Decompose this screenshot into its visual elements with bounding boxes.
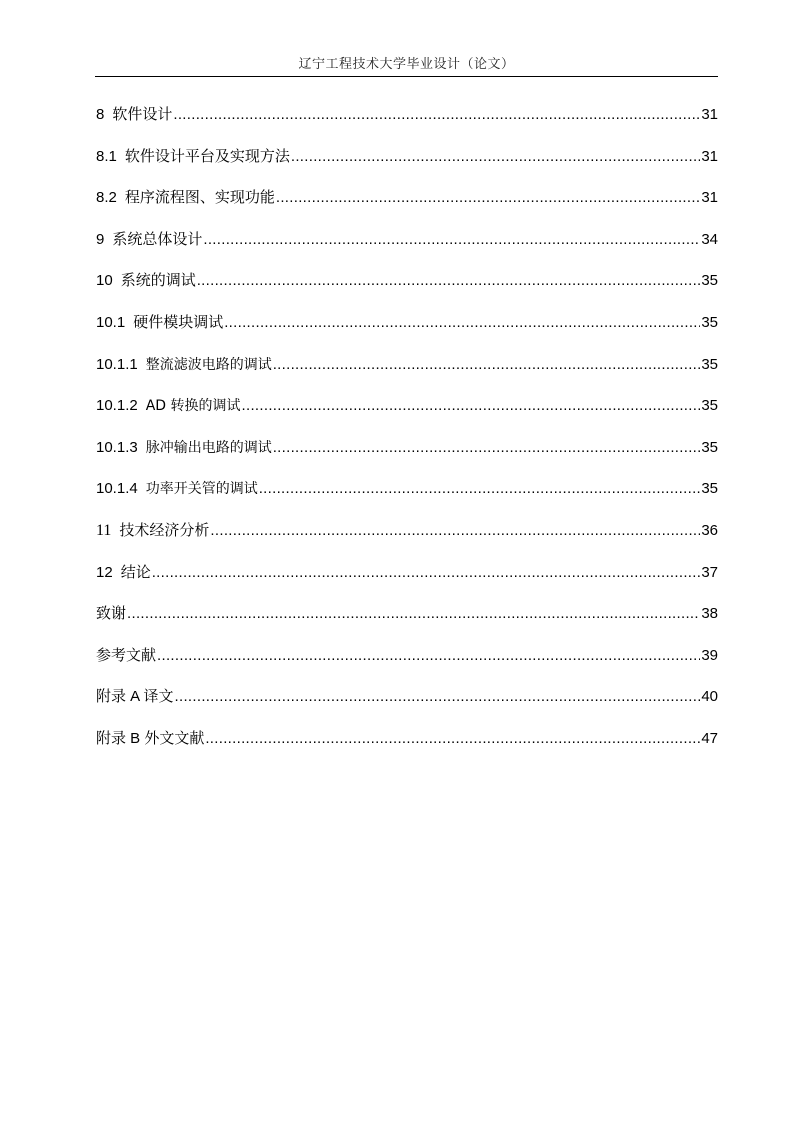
table-of-contents bbox=[96, 104, 718, 770]
toc-entry-references[interactable] bbox=[96, 645, 718, 687]
toc-entry-10[interactable] bbox=[96, 270, 718, 312]
toc-entry-page: 31 bbox=[701, 147, 718, 165]
toc-entry-page: 35 bbox=[701, 397, 718, 415]
toc-dot-leader bbox=[127, 603, 700, 625]
toc-dot-leader bbox=[224, 312, 700, 334]
toc-entry-number: 8.1 bbox=[96, 147, 117, 165]
toc-entry-title: 附录 B 外文文献 bbox=[96, 729, 205, 747]
toc-entry-appendix-a[interactable] bbox=[96, 686, 718, 728]
toc-dot-leader bbox=[273, 437, 701, 459]
toc-dot-leader bbox=[291, 146, 700, 168]
toc-dot-leader bbox=[152, 562, 701, 584]
toc-entry-8[interactable] bbox=[96, 104, 718, 146]
toc-entry-number: 10.1.1 bbox=[96, 355, 138, 373]
toc-entry-title: 结论 bbox=[120, 563, 151, 581]
toc-entry-title: 附录 A 译文 bbox=[96, 688, 174, 706]
toc-dot-leader bbox=[203, 229, 700, 251]
toc-entry-title: 技术经济分析 bbox=[119, 521, 210, 539]
toc-dot-leader bbox=[276, 187, 700, 209]
toc-entry-11[interactable] bbox=[96, 520, 718, 562]
toc-entry-acknowledgements[interactable] bbox=[96, 603, 718, 645]
toc-entry-10-1[interactable] bbox=[96, 312, 718, 354]
toc-dot-leader bbox=[175, 686, 701, 708]
toc-entry-page: 37 bbox=[701, 563, 718, 581]
toc-dot-leader bbox=[259, 478, 701, 500]
toc-dot-leader bbox=[242, 395, 701, 417]
toc-entry-number: 10.1.4 bbox=[96, 480, 138, 498]
toc-entry-title: AD 转换的调试 bbox=[145, 398, 241, 415]
toc-entry-title: 致谢 bbox=[96, 605, 127, 623]
toc-dot-leader bbox=[197, 270, 701, 292]
toc-entry-number: 10.1.3 bbox=[96, 438, 138, 456]
toc-entry-number: 9 bbox=[96, 230, 105, 248]
toc-dot-leader bbox=[205, 728, 700, 750]
toc-entry-page: 40 bbox=[701, 688, 718, 706]
toc-entry-number: 10.1.2 bbox=[96, 397, 138, 415]
toc-entry-10-1-1[interactable] bbox=[96, 354, 718, 396]
toc-entry-title: 参考文献 bbox=[96, 646, 157, 664]
toc-entry-number: 12 bbox=[96, 563, 113, 581]
toc-entry-title: 功率开关管的调试 bbox=[145, 481, 258, 498]
toc-entry-9[interactable] bbox=[96, 229, 718, 271]
toc-entry-10-1-2[interactable] bbox=[96, 395, 718, 437]
toc-entry-title: 系统总体设计 bbox=[112, 230, 203, 248]
toc-entry-title: 软件设计 bbox=[112, 106, 173, 123]
toc-entry-10-1-3[interactable] bbox=[96, 437, 718, 479]
toc-entry-number: 10.1 bbox=[96, 313, 126, 331]
toc-entry-number: 11 bbox=[96, 521, 112, 539]
toc-entry-8-2[interactable] bbox=[96, 187, 718, 229]
toc-dot-leader bbox=[273, 354, 701, 376]
toc-entry-12[interactable] bbox=[96, 562, 718, 604]
toc-entry-title: 软件设计平台及实现方法 bbox=[124, 147, 290, 165]
header-rule bbox=[95, 76, 718, 77]
toc-entry-page: 35 bbox=[701, 355, 718, 373]
toc-entry-page: 36 bbox=[701, 521, 718, 539]
toc-entry-10-1-4[interactable] bbox=[96, 478, 718, 520]
toc-dot-leader bbox=[173, 104, 700, 126]
toc-entry-8-1[interactable] bbox=[96, 146, 718, 188]
toc-entry-appendix-b[interactable] bbox=[96, 728, 718, 770]
toc-entry-page: 35 bbox=[701, 313, 718, 331]
toc-entry-title: 整流滤波电路的调试 bbox=[145, 356, 272, 373]
toc-entry-number: 8.2 bbox=[96, 189, 117, 207]
toc-entry-page: 47 bbox=[701, 729, 718, 747]
toc-entry-title: 脉冲输出电路的调试 bbox=[145, 439, 272, 456]
toc-entry-page: 35 bbox=[701, 480, 718, 498]
toc-entry-page: 38 bbox=[701, 605, 718, 623]
toc-entry-page: 31 bbox=[701, 106, 718, 123]
toc-entry-page: 35 bbox=[701, 272, 718, 290]
toc-entry-page: 31 bbox=[701, 189, 718, 207]
toc-entry-number: 10 bbox=[96, 272, 113, 290]
toc-dot-leader bbox=[210, 520, 700, 542]
running-header: 辽宁工程技术大学毕业设计（论文） bbox=[298, 57, 515, 72]
toc-dot-leader bbox=[157, 645, 700, 667]
toc-entry-title: 程序流程图、实现功能 bbox=[124, 189, 275, 207]
toc-entry-title: 硬件模块调试 bbox=[133, 313, 224, 331]
toc-entry-number: 8 bbox=[96, 106, 105, 123]
toc-entry-title: 系统的调试 bbox=[120, 272, 196, 290]
toc-entry-page: 34 bbox=[701, 230, 718, 248]
toc-entry-page: 35 bbox=[701, 438, 718, 456]
toc-entry-page: 39 bbox=[701, 646, 718, 664]
